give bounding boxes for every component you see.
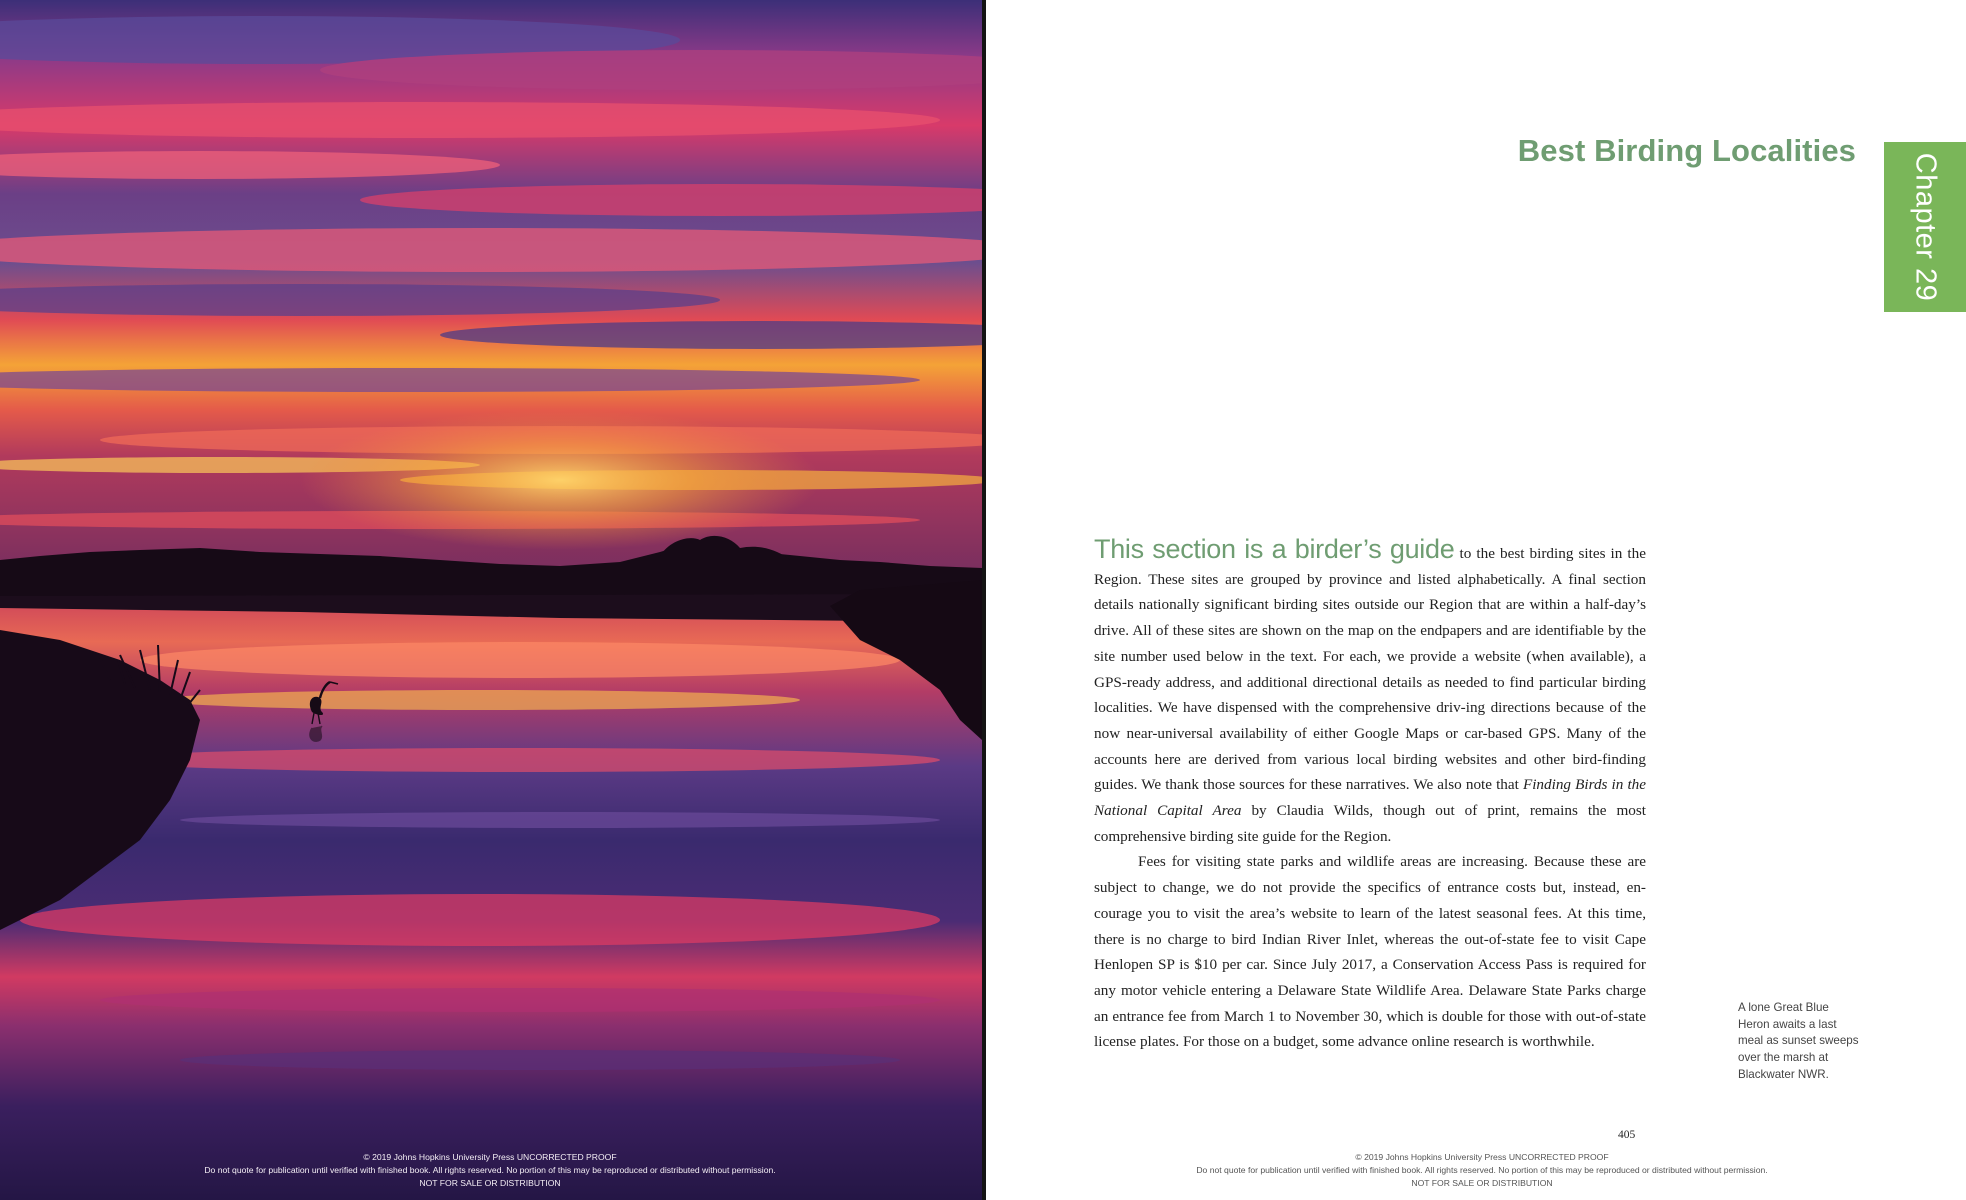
- proof-notice-line2: Do not quote for publication until verified with finished book. All rights reserved. No portion of this may be reproduced or distributed without permission.: [204, 1165, 776, 1175]
- proof-notice-line3: NOT FOR SALE OR DISTRIBUTION: [419, 1178, 561, 1188]
- book-title-italic: Finding Birds in the National Capital Area: [1094, 776, 1646, 820]
- proof-notice-line1: © 2019 Johns Hopkins University Press UNCORRECTED PROOF: [363, 1152, 617, 1162]
- proof-notice-left: [0, 1151, 980, 1190]
- chapter-tab: [1884, 142, 1966, 312]
- proof-notice-line3: NOT FOR SALE OR DISTRIBUTION: [1411, 1178, 1553, 1188]
- page-number: 405: [1618, 1129, 1636, 1141]
- photo-illustration: [0, 0, 982, 1200]
- chapter-tab-label: Chapter 29: [1909, 152, 1942, 302]
- intro-paragraph-2: Fees for visiting state parks and wildlife areas are increasing. Because these are subject to change, we do not provide the specifics of entrance costs but, instead, en-courage you to visit the area’s website to learn of the latest seasonal fees. At this time, there is no charge to bird Indian River Inlet, whereas the out-of-state fee to visit Cape Henlopen SP is $10 per car. Since July 2017, a Conservation Access Pass is required for any motor vehicle entering a Delaware State Wildlife Area. Delaware State Parks charge an entrance fee from March 1 to November 30, which is double for those with out-of-state license plates. For those on a budget, some advance online research is worthwhile.: [1094, 853, 1646, 1051]
- page-gutter: [982, 0, 986, 1200]
- chapter-title: Best Birding Localities: [1517, 133, 1856, 168]
- chapter-intro-text: [1094, 534, 1647, 1055]
- paragraph-1-text-b: by Claudia Wilds, though out of print, remains the most comprehensive birding site guide for the Region.: [1094, 802, 1647, 845]
- intro-paragraph-1: [1094, 534, 1647, 849]
- proof-notice-right: [992, 1151, 1966, 1190]
- proof-notice-line2: Do not quote for publication until verified with finished book. All rights reserved. No portion of this may be reproduced or distributed without permission.: [1196, 1165, 1768, 1175]
- paragraph-1-text-a: to the best birding sites in the Region. These sites are grouped by province and listed alphabetically. A final section details nationally significant birding sites outside our Region that are within a half-day’s drive. All of these sites are shown on the map on the endpapers and are identifiable by the site number used below in the text. For each, we provide a website (when available), a GPS-ready address, and additional directional details as needed to find particular birding localities. We have dispensed with the comprehensive driv-ing directions because of the now near-universal availability of either Google Maps or car-based GPS. Many of the accounts here are derived from various local birding websites and other bird-finding guides. We thank those sources for these narratives. We also note that: [1094, 545, 1646, 794]
- sunset-marsh-photo: [0, 0, 982, 1200]
- lead-in-heading: This section is a birder’s guide: [1094, 534, 1455, 564]
- photo-caption: A lone Great Blue Heron awaits a last meal as sunset sweeps over the marsh at Blackwater NWR.: [1738, 1001, 1859, 1081]
- proof-notice-line1: © 2019 Johns Hopkins University Press UNCORRECTED PROOF: [1355, 1152, 1609, 1162]
